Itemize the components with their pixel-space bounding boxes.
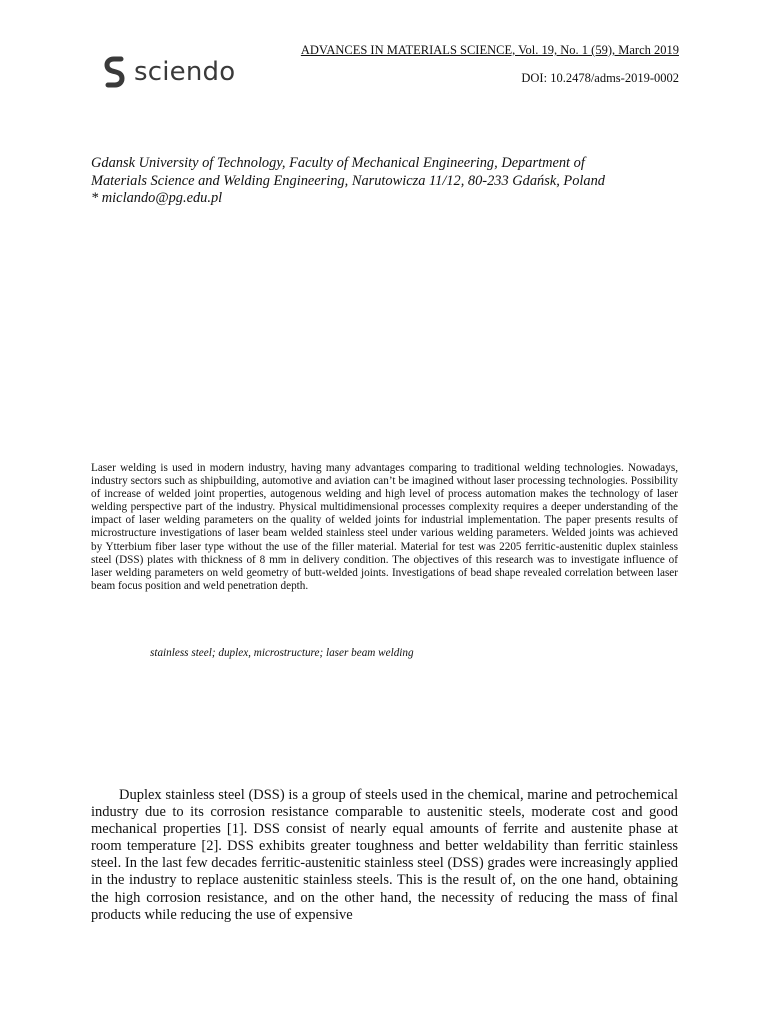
abstract-text: Laser welding is used in modern industry, having many advantages comparing to traditional welding technologies. Nowadays, industry sectors such as shipbuilding, automotive and aviation can’t be imagined without laser processing technologies. Possibility of increase of welded joint properties, autogenous welding and high level of process automation makes the technology of laser welding perspective part of the industry. Physical multidimensional processes complexity requires a deeper understanding of the impact of laser welding parameters on the quality of welded joints for industrial implementation. The paper presents results of microstructure investigations of laser beam welded stainless steel under various welding parameters. Welded joints was achieved by Ytterbium fiber laser type without the use of the filler material. Material for test was 2205 ferritic-austenitic duplex stainless steel (DSS) plates with thickness of 8 mm in delivery condition. The objectives of this research was to investigate influence of laser welding parameters on weld geometry of butt-welded joints. Investigations of bead shape revealed correlation between laser beam focus position and weld penetration depth.	[91, 462, 678, 592]
publisher-logo	[104, 54, 235, 90]
affiliation-line-1: Gdansk University of Technology, Faculty of Mechanical Engineering, Department of	[91, 155, 585, 171]
affiliation-line-2: Materials Science and Welding Engineering, Narutowicza 11/12, 80-233 Gdańsk, Poland	[91, 172, 606, 189]
sciendo-logo-icon	[104, 55, 126, 89]
author-email: * miclando@pg.edu.pl	[91, 190, 223, 206]
doi: DOI: 10.2478/adms-2019-0002	[521, 71, 679, 85]
journal-citation: ADVANCES IN MATERIALS SCIENCE, Vol. 19, No. 1 (59), March 2019	[300, 43, 679, 57]
keywords: stainless steel; duplex, microstructure; laser beam welding	[150, 647, 414, 659]
author-affiliation	[91, 155, 681, 208]
logo-text: sciendo	[134, 57, 236, 87]
introduction-paragraph: Duplex stainless steel (DSS) is a group of steels used in the chemical, marine and petrochemical industry due to its corrosion resistance comparable to austenitic steels, moderate cost and good mechanical properties [1]. DSS consist of nearly equal amounts of ferrite and austenite phase at room temperature [2]. DSS exhibits greater toughness and better weldability than ferritic stainless steel. In the last few decades ferritic-austenitic stainless steel (DSS) grades were increasingly applied in the industry to replace austenitic stainless steels. This is the result of, on the one hand, obtaining the high corrosion resistance, and on the other hand, the necessity of reducing the mass of final products while reducing the use of expensive	[91, 787, 678, 923]
